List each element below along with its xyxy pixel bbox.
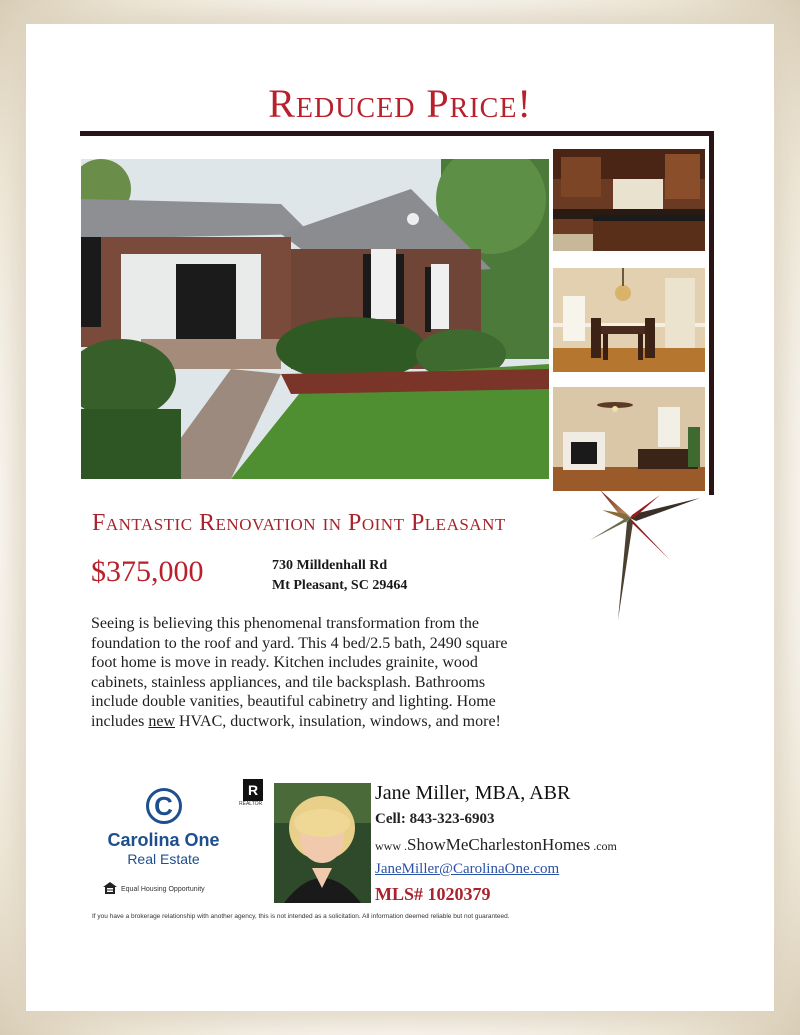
web-prefix: www . xyxy=(375,839,407,853)
living-room-photo xyxy=(553,387,705,491)
brokerage-logo xyxy=(96,788,231,867)
house-exterior-photo xyxy=(81,159,549,479)
subheadline: Fantastic Renovation in Point Pleasant xyxy=(92,510,506,536)
agent-website[interactable] xyxy=(375,835,617,855)
agent-email-link[interactable]: JaneMiller@CarolinaOne.com xyxy=(375,861,560,877)
address-line-2: Mt Pleasant, SC 29464 xyxy=(272,578,408,593)
kitchen-photo xyxy=(553,149,705,251)
side-rule xyxy=(709,131,714,495)
copyright-c-icon: C xyxy=(146,788,182,824)
property-description xyxy=(91,614,521,731)
starburst-ornament xyxy=(560,490,700,620)
agent-name: Jane Miller, MBA, ABR xyxy=(375,782,571,804)
agent-headshot xyxy=(274,783,371,903)
realtor-label: REALTOR xyxy=(239,801,263,807)
description-part-2: HVAC, ductwork, insulation, windows, and more! xyxy=(174,712,501,730)
brokerage-name: Carolina One xyxy=(107,830,220,850)
web-main: ShowMeCharlestonHomes xyxy=(407,835,591,854)
mls-number: MLS# 1020379 xyxy=(375,884,491,904)
web-suffix: .com xyxy=(590,839,617,853)
equal-housing-text: Equal Housing Opportunity xyxy=(121,885,205,893)
disclaimer: If you have a brokerage relationship with another agency, this is not intended as a solicitation. All information deemed reliable but not guaranteed. xyxy=(92,913,510,920)
description-part-1: Seeing is believing this phenomenal transformation from the foundation to the roof and yard. This 4 bed/2.5 bath, 2490 square foot home is move in ready. Kitchen includes grainite, wood cabinets, stainless appliances, and tile backsplash. Bathrooms include double vanities, beautiful cabinetry and lighting. Home includes xyxy=(91,615,508,730)
property-address xyxy=(272,556,407,596)
top-rule xyxy=(80,131,714,136)
brokerage-sub: Real Estate xyxy=(127,851,200,867)
dining-room-photo xyxy=(553,268,705,372)
address-line-1: 730 Milldenhall Rd xyxy=(272,558,388,573)
equal-housing-icon xyxy=(103,882,117,896)
realtor-icon: R xyxy=(243,779,263,801)
description-underlined: new xyxy=(148,712,175,730)
headline: Reduced Price! xyxy=(268,81,532,126)
agent-cell: Cell: 843-323-6903 xyxy=(375,811,495,827)
listing-price: $375,000 xyxy=(91,555,204,588)
equal-housing xyxy=(103,882,205,896)
